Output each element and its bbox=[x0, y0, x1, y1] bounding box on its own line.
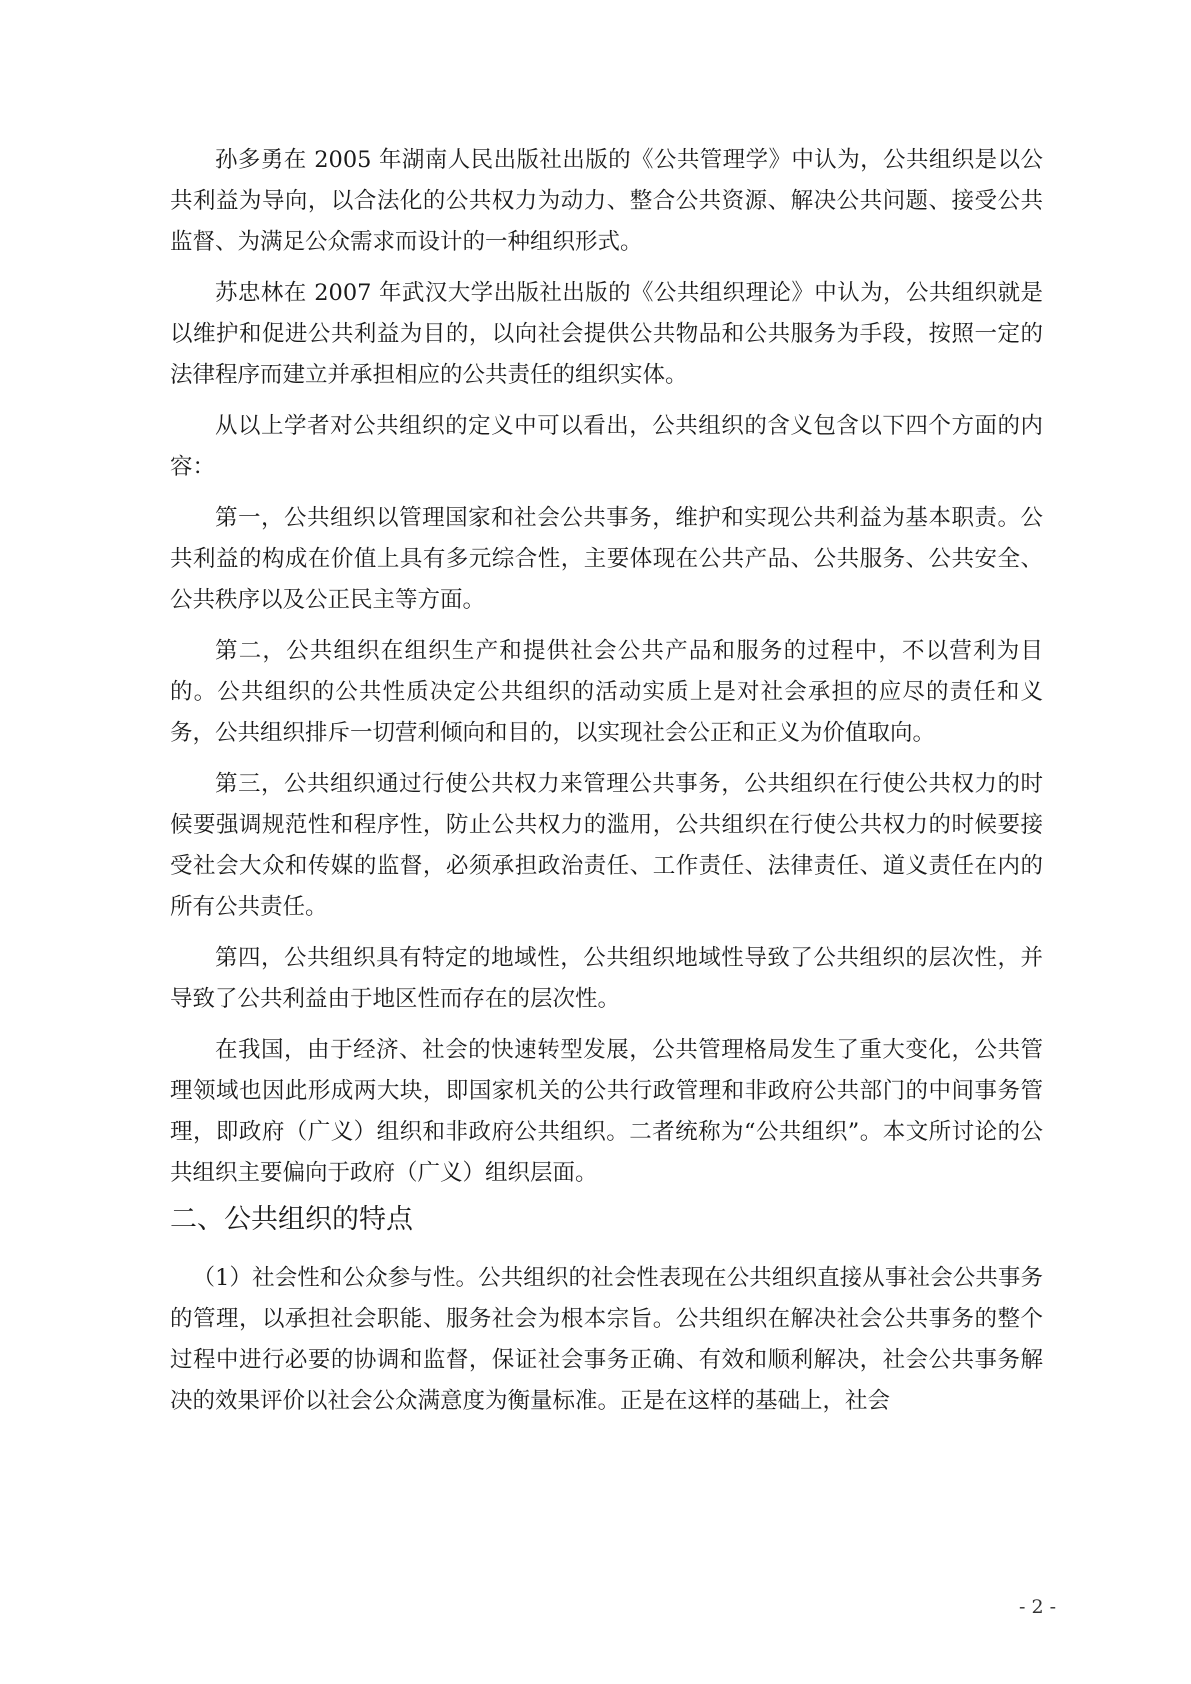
paragraph-point-two: 第二，公共组织在组织生产和提供社会公共产品和服务的过程中，不以营利为目的。公共组织的公共性质决定公共组织的活动实质上是对社会承担的应尽的责任和义务，公共组织排斥一切营利倾向和目的，以实现社会公正和正义为价值取向。 bbox=[170, 638, 1043, 746]
paragraph-su-zhonglin: 苏忠林在 2007 年武汉大学出版社出版的《公共组织理论》中认为，公共组织就是以维护和促进公共利益为目的，以向社会提供公共物品和公共服务为手段，按照一定的法律程序而建立并承担相应的公共责任的组织实体。 bbox=[170, 280, 1043, 388]
paragraph-sun-duoyong: 孙多勇在 2005 年湖南人民出版社出版的《公共管理学》中认为，公共组织是以公共利益为导向，以合法化的公共权力为动力、整合公共资源、解决公共问题、接受公共监督、为满足公众需求而设计的一种组织形式。 bbox=[170, 147, 1043, 255]
paragraph-china-context: 在我国，由于经济、社会的快速转型发展，公共管理格局发生了重大变化，公共管理领域也因此形成两大块，即国家机关的公共行政管理和非政府公共部门的中间事务管理，即政府（广义）组织和非政府公共组织。二者统称为“公共组织”。本文所讨论的公共组织主要偏向于政府（广义）组织层面。 bbox=[170, 1037, 1043, 1186]
paragraph-definition-summary: 从以上学者对公共组织的定义中可以看出，公共组织的含义包含以下四个方面的内容： bbox=[170, 413, 1043, 480]
paragraph-point-three: 第三，公共组织通过行使公共权力来管理公共事务，公共组织在行使公共权力的时候要强调规范性和程序性，防止公共权力的滥用，公共组织在行使公共权力的时候要接受社会大众和传媒的监督，必须承担政治责任、工作责任、法律责任、道义责任在内的所有公共责任。 bbox=[170, 771, 1043, 920]
page-content bbox=[170, 140, 1043, 1432]
page-number: - 2 - bbox=[1018, 1596, 1056, 1618]
paragraph-point-four: 第四，公共组织具有特定的地域性，公共组织地域性导致了公共组织的层次性，并导致了公共利益由于地区性而存在的层次性。 bbox=[170, 945, 1043, 1012]
paragraph-point-one: 第一，公共组织以管理国家和社会公共事务，维护和实现公共利益为基本职责。公共利益的构成在价值上具有多元综合性，主要体现在公共产品、公共服务、公共安全、公共秩序以及公正民主等方面。 bbox=[170, 505, 1043, 613]
section-heading: 二、公共组织的特点 bbox=[170, 1204, 413, 1235]
paragraph-characteristic-one: （1）社会性和公众参与性。公共组织的社会性表现在公共组织直接从事社会公共事务的管理，以承担社会职能、服务社会为根本宗旨。公共组织在解决社会公共事务的整个过程中进行必要的协调和监督，保证社会事务正确、有效和顺利解决，社会公共事务解决的效果评价以社会公众满意度为衡量标准。正是在这样的基础上，社会 bbox=[170, 1265, 1043, 1414]
